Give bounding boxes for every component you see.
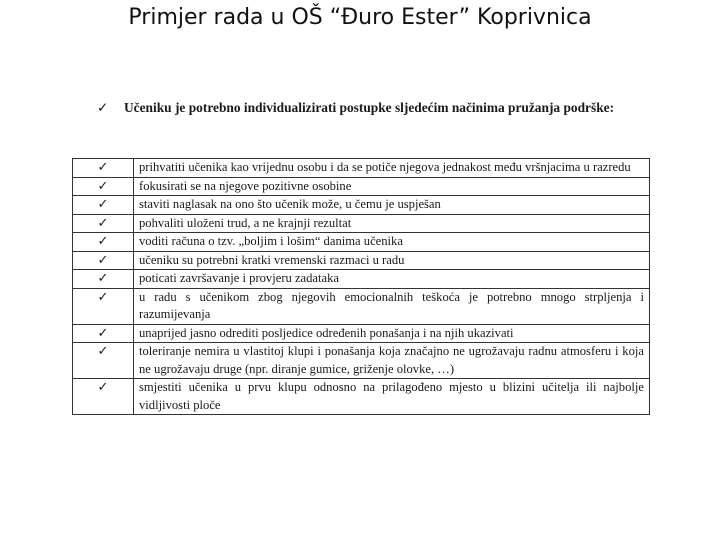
table-cell-text: u radu s učenikom zbog njegovih emocionalnih teškoća je potrebno mnogo strpljenja i razumijevanja (134, 288, 650, 324)
table-row (73, 343, 650, 379)
checkmark-icon: ✓ (73, 251, 134, 270)
table-row (73, 251, 650, 270)
table-cell-text: toleriranje nemira u vlastitoj klupi i ponašanja koja značajno ne ugrožavaju radnu atmosferu i koja ne ugrožavaju druge (npr. diranje gumice, griženje olovke, …) (134, 343, 650, 379)
checkmark-icon: ✓ (73, 288, 134, 324)
table-cell-text: učeniku su potrebni kratki vremenski razmaci u radu (134, 251, 650, 270)
checkmark-icon: ✓ (97, 100, 109, 115)
support-methods-table (72, 158, 650, 415)
checkmark-icon: ✓ (73, 343, 134, 379)
table-row (73, 270, 650, 289)
checkmark-icon: ✓ (73, 233, 134, 252)
table-row (73, 214, 650, 233)
table-row (73, 324, 650, 343)
table-row (73, 159, 650, 178)
table-row (73, 196, 650, 215)
table-cell-text: voditi računa o tzv. „boljim i lošim“ danima učenika (134, 233, 650, 252)
checkmark-icon: ✓ (73, 177, 134, 196)
table-cell-text: prihvatiti učenika kao vrijednu osobu i da se potiče njegova jednakost među vršnjacima u razredu (134, 159, 650, 178)
checkmark-icon: ✓ (73, 270, 134, 289)
table-cell-text: unaprijed jasno odrediti posljedice određenih ponašanja i na njih ukazivati (134, 324, 650, 343)
table-cell-text: poticati završavanje i provjeru zadataka (134, 270, 650, 289)
table-row (73, 233, 650, 252)
table-cell-text: staviti naglasak na ono što učenik može, u čemu je uspješan (134, 196, 650, 215)
checkmark-icon: ✓ (73, 214, 134, 233)
table-row (73, 288, 650, 324)
table-row (73, 379, 650, 415)
checkmark-icon: ✓ (73, 196, 134, 215)
table-cell-text: fokusirati se na njegove pozitivne osobine (134, 177, 650, 196)
table-row (73, 177, 650, 196)
table-cell-text: pohvaliti uloženi trud, a ne krajnji rezultat (134, 214, 650, 233)
table-cell-text: smjestiti učenika u prvu klupu odnosno na prilagođeno mjesto u blizini učitelja ili najbolje vidljivosti ploče (134, 379, 650, 415)
intro-text: Učeniku je potrebno individualizirati postupke sljedećim načinima pružanja podrške: (124, 100, 615, 115)
slide-title: Primjer rada u OŠ “Đuro Ester” Koprivnica (128, 5, 592, 30)
checkmark-icon: ✓ (73, 379, 134, 415)
checkmark-icon: ✓ (73, 159, 134, 178)
checkmark-icon: ✓ (73, 324, 134, 343)
intro-paragraph (97, 99, 645, 117)
